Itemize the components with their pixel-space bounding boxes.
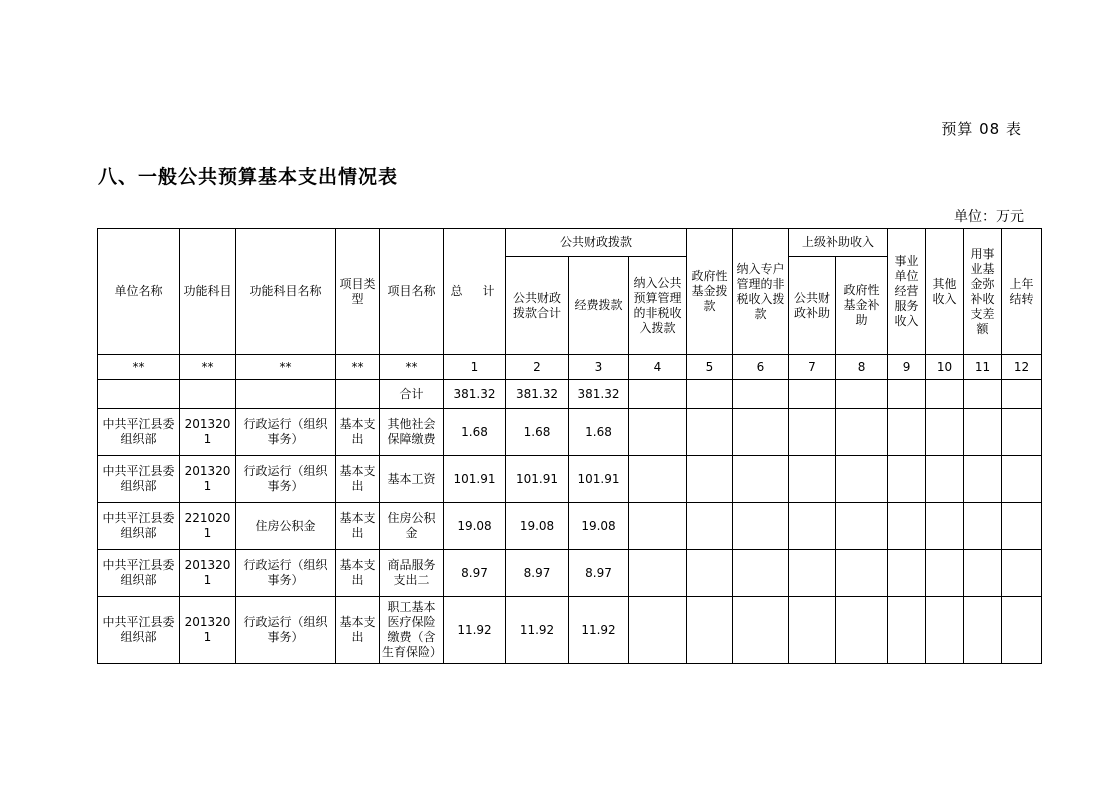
cell-gov-fund [687,380,733,409]
cell-fund-balance [964,503,1002,550]
cell-fund-balance [964,409,1002,456]
cell-funds-allocation: 19.08 [569,503,629,550]
cell-business-income [888,380,926,409]
cell-business-income [888,409,926,456]
table-row [98,597,1042,664]
cell-function-name [236,380,336,409]
budget-table [97,228,1042,664]
num-cell: 7 [789,355,836,380]
col-function-name: 功能科目名称 [236,229,336,355]
cell-special-account [733,597,789,664]
cell-unit: 中共平江县委组织部 [98,597,180,664]
table-row [98,456,1042,503]
cell-public-finance-total: 1.68 [506,409,569,456]
cell-unit: 中共平江县委组织部 [98,550,180,597]
cell-prior-year-carryover [1002,597,1042,664]
cell-non-tax-income [629,456,687,503]
cell-fund-balance [964,456,1002,503]
cell-total: 8.97 [444,550,506,597]
col-fund-balance: 用事业基金弥补收支差额 [964,229,1002,355]
cell-project-name: 其他社会保障缴费 [380,409,444,456]
cell-non-tax-income [629,597,687,664]
cell-gov-fund [687,550,733,597]
cell-project-type [336,380,380,409]
cell-gov-fund [687,456,733,503]
cell-special-account [733,503,789,550]
cell-function-code: 2013201 [180,550,236,597]
col-project-type: 项目类型 [336,229,380,355]
cell-fund-balance [964,380,1002,409]
col-special-account-non-tax: 纳入专户管理的非税收入拨款 [733,229,789,355]
cell-other-income [926,380,964,409]
cell-project-name: 基本工资 [380,456,444,503]
cell-total: 381.32 [444,380,506,409]
col-function-code: 功能科目 [180,229,236,355]
cell-function-code: 2210201 [180,503,236,550]
num-cell: 8 [836,355,888,380]
cell-project-name: 职工基本医疗保险缴费（含生育保险） [380,597,444,664]
num-cell: 6 [733,355,789,380]
cell-function-name: 行政运行（组织事务） [236,597,336,664]
num-cell: 5 [687,355,733,380]
cell-special-account [733,409,789,456]
cell-gov-fund-subsidy [836,456,888,503]
cell-fund-balance [964,550,1002,597]
cell-function-code: 2013201 [180,597,236,664]
col-business-service-income: 事业单位经营服务收入 [888,229,926,355]
cell-non-tax-income [629,503,687,550]
cell-other-income [926,597,964,664]
unit-note: 单位：万元 [954,209,1024,225]
cell-gov-fund-subsidy [836,380,888,409]
col-funds-allocation: 经费拨款 [569,257,629,355]
col-public-finance-total: 公共财政拨款合计 [506,257,569,355]
cell-unit: 中共平江县委组织部 [98,409,180,456]
cell-prior-year-carryover [1002,550,1042,597]
cell-funds-allocation: 381.32 [569,380,629,409]
cell-non-tax-income [629,550,687,597]
cell-business-income [888,550,926,597]
num-cell: ** [380,355,444,380]
cell-business-income [888,597,926,664]
cell-other-income [926,550,964,597]
cell-public-finance-subsidy [789,380,836,409]
cell-total: 19.08 [444,503,506,550]
num-cell: 10 [926,355,964,380]
cell-public-finance-total: 8.97 [506,550,569,597]
num-cell: ** [236,355,336,380]
cell-function-code: 2013201 [180,456,236,503]
cell-public-finance-total: 381.32 [506,380,569,409]
cell-funds-allocation: 1.68 [569,409,629,456]
col-prior-year-carryover: 上年结转 [1002,229,1042,355]
cell-project-type: 基本支出 [336,456,380,503]
cell-prior-year-carryover [1002,409,1042,456]
col-public-finance-subsidy: 公共财政补助 [789,257,836,355]
num-cell: ** [98,355,180,380]
cell-other-income [926,409,964,456]
cell-other-income [926,456,964,503]
col-unit-name: 单位名称 [98,229,180,355]
cell-public-finance-subsidy [789,456,836,503]
cell-gov-fund [687,409,733,456]
cell-project-type: 基本支出 [336,550,380,597]
cell-prior-year-carryover [1002,503,1042,550]
cell-total-label: 合计 [380,380,444,409]
cell-special-account [733,550,789,597]
group-public-finance-allocation: 公共财政拨款 [506,229,687,257]
cell-business-income [888,456,926,503]
cell-funds-allocation: 101.91 [569,456,629,503]
page-title: 八、一般公共预算基本支出情况表 [98,166,399,188]
cell-function-code: 2013201 [180,409,236,456]
cell-gov-fund-subsidy [836,503,888,550]
cell-gov-fund [687,503,733,550]
col-other-income: 其他收入 [926,229,964,355]
cell-total: 11.92 [444,597,506,664]
table-row [98,503,1042,550]
col-total: 总 计 [444,229,506,355]
cell-function-name: 行政运行（组织事务） [236,456,336,503]
cell-gov-fund-subsidy [836,409,888,456]
cell-unit: 中共平江县委组织部 [98,456,180,503]
col-gov-fund-allocation: 政府性基金拨款 [687,229,733,355]
num-cell: 3 [569,355,629,380]
cell-prior-year-carryover [1002,456,1042,503]
table-row-total [98,380,1042,409]
cell-total: 101.91 [444,456,506,503]
cell-project-name: 住房公积金 [380,503,444,550]
num-cell: 2 [506,355,569,380]
cell-gov-fund-subsidy [836,597,888,664]
cell-project-type: 基本支出 [336,503,380,550]
table-row [98,409,1042,456]
num-cell: ** [180,355,236,380]
num-cell: 11 [964,355,1002,380]
cell-project-type: 基本支出 [336,597,380,664]
col-non-tax-income-allocation: 纳入公共预算管理的非税收入拨款 [629,257,687,355]
num-cell: 4 [629,355,687,380]
cell-unit [98,380,180,409]
cell-non-tax-income [629,380,687,409]
cell-public-finance-total: 101.91 [506,456,569,503]
cell-public-finance-subsidy [789,550,836,597]
column-number-row [98,355,1042,380]
cell-unit: 中共平江县委组织部 [98,503,180,550]
cell-gov-fund-subsidy [836,550,888,597]
cell-special-account [733,456,789,503]
cell-non-tax-income [629,409,687,456]
cell-special-account [733,380,789,409]
col-project-name: 项目名称 [380,229,444,355]
cell-function-code [180,380,236,409]
form-code: 预算 08 表 [941,120,1022,138]
cell-public-finance-subsidy [789,503,836,550]
cell-project-type: 基本支出 [336,409,380,456]
cell-gov-fund [687,597,733,664]
cell-total: 1.68 [444,409,506,456]
cell-other-income [926,503,964,550]
cell-business-income [888,503,926,550]
cell-function-name: 行政运行（组织事务） [236,550,336,597]
cell-funds-allocation: 8.97 [569,550,629,597]
cell-fund-balance [964,597,1002,664]
num-cell: ** [336,355,380,380]
num-cell: 9 [888,355,926,380]
cell-public-finance-total: 11.92 [506,597,569,664]
cell-function-name: 行政运行（组织事务） [236,409,336,456]
group-superior-subsidy-income: 上级补助收入 [789,229,888,257]
cell-public-finance-total: 19.08 [506,503,569,550]
cell-public-finance-subsidy [789,409,836,456]
cell-public-finance-subsidy [789,597,836,664]
cell-prior-year-carryover [1002,380,1042,409]
num-cell: 12 [1002,355,1042,380]
cell-funds-allocation: 11.92 [569,597,629,664]
cell-function-name: 住房公积金 [236,503,336,550]
col-gov-fund-subsidy: 政府性基金补助 [836,257,888,355]
cell-project-name: 商品服务支出二 [380,550,444,597]
num-cell: 1 [444,355,506,380]
table-row [98,550,1042,597]
